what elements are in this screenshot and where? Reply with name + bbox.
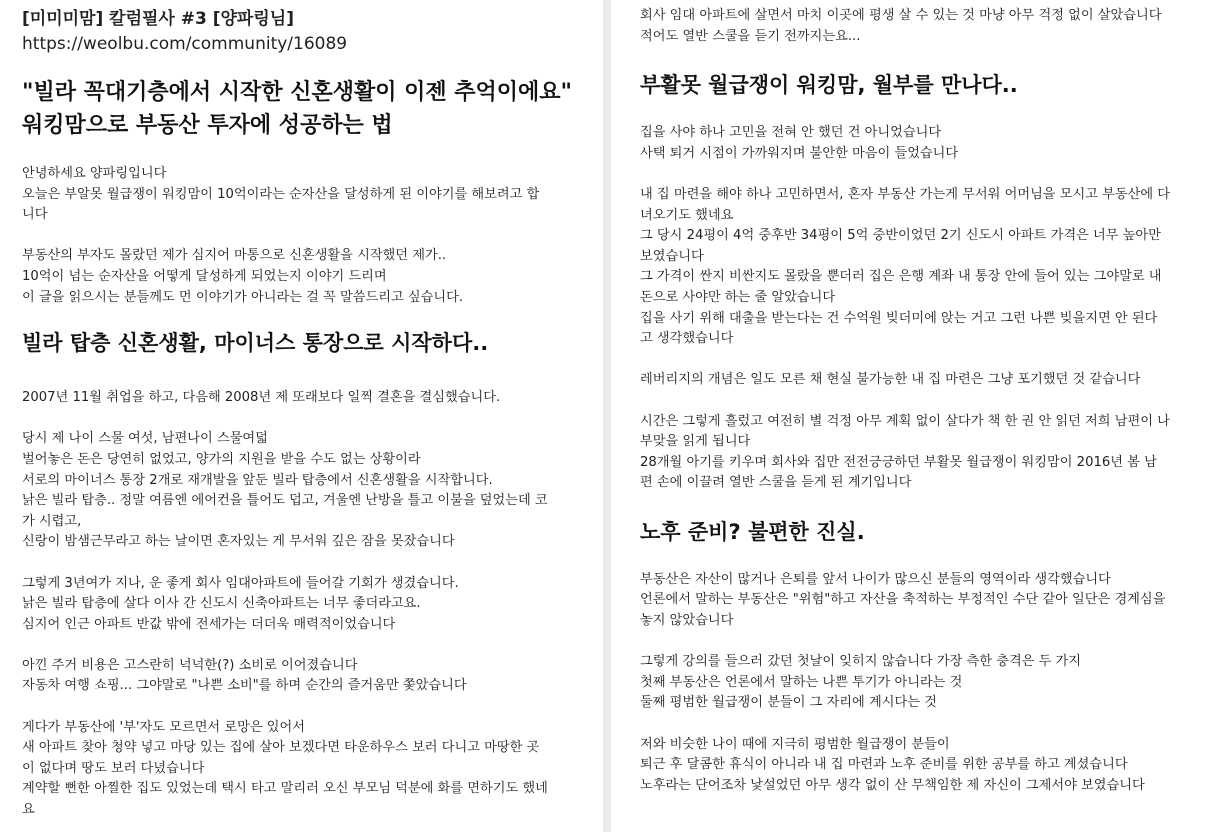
text-line (22, 697, 587, 718)
text-line: 집을 사기 위해 대출을 받는다는 건 수억원 빚더미에 앉는 거고 그런 나쁜 빚을지면 안 된다 (640, 310, 1158, 326)
text-line (22, 409, 587, 430)
post-url[interactable]: https://weolbu.com/community/16089 (22, 34, 348, 54)
text-line: 언론에서 말하는 부동산은 "위험"하고 자산을 축적하는 부정적인 수단 같아 일단은 경계심을 (640, 592, 1166, 608)
text-line: 보였습니다 (640, 248, 704, 264)
text-line: 돈으로 사야만 하는 줄 알았습니다 (640, 289, 836, 305)
section-title-weolbu: 부활못 월급쟁이 워킹맘, 월부를 만나다.. (640, 73, 1018, 98)
text-line: 니다 (22, 207, 48, 223)
text-line (640, 714, 1202, 735)
text-line: 그렇게 3년여가 지나, 운 좋게 회사 임대아파트에 들어갈 기회가 생겼습니다. (22, 575, 459, 591)
section-body-weolbu (640, 123, 1202, 494)
section-body-retirement (640, 570, 1202, 797)
text-line (22, 553, 587, 574)
text-line: 28개월 아기를 키우며 회사와 집만 전전긍긍하던 부활못 월급쟁이 워킹맘이 2016년 봄 남 (640, 454, 1157, 470)
post-header-title: [미미미맘] 칼럼필사 #3 [양파링님] (22, 9, 294, 29)
text-line: 사택 퇴거 시점이 가까워지며 불안한 마음이 들었습니다 (640, 145, 959, 161)
text-line: 부맞을 읽게 됩니다 (640, 434, 751, 450)
text-line: 낡은 빌라 탑층에 살다 이사 간 신도시 신축아파트는 너무 좋더라고요. (22, 596, 421, 612)
text-line: 2007년 11월 취업을 하고, 다음해 2008년 제 또래보다 일찍 결혼을 결심했습니다. (22, 390, 501, 406)
text-line: 노후라는 단어조차 낯설었던 아무 생각 없이 산 무책임한 제 자신이 그제서야 보였습니다 (640, 777, 1145, 793)
article-title-line: "빌라 꼭대기층에서 시작한 신혼생활이 이젠 추억이에요" (22, 80, 573, 105)
text-line: 서로의 마이너스 통장 2개로 재개발을 앞둔 빌라 탑층에서 신혼생활을 시작합니다. (22, 472, 493, 488)
text-line: 계약할 뻔한 아찔한 집도 있었는데 택시 타고 말리러 오신 부모님 덕분에 화를 면하기도 했네 (22, 781, 548, 797)
text-line: 요 (22, 802, 35, 818)
text-line: 편 손에 이끌려 열반 스쿨을 듣게 된 계기입니다 (640, 475, 912, 491)
text-line: 부동산은 자산이 많거나 은퇴를 앞서 나이가 많으신 분들의 영역이라 생각했습니다 (640, 571, 1111, 587)
text-line: 놓지 않았습니다 (640, 613, 734, 629)
text-line (22, 635, 587, 656)
text-line (640, 632, 1202, 653)
intro-paragraph (22, 164, 587, 308)
text-line (640, 350, 1202, 371)
text-line: 회사 임대 아파트에 살면서 마치 이곳에 평생 살 수 있는 것 마냥 아무 걱정 없이 살았습니다 (640, 8, 1162, 23)
text-line: 저와 비슷한 나이 때에 지극히 평범한 월급쟁이 분들이 (640, 736, 950, 752)
left-page (0, 0, 603, 832)
text-line: 이 없다며 땅도 보러 다녔습니다 (22, 760, 205, 776)
continued-paragraph (640, 6, 1202, 47)
text-line: 아낀 주거 비용은 고스란히 넉넉한(?) 소비로 이어졌습니다 (22, 657, 358, 673)
text-line: 낡은 빌라 탑층.. 정말 여름엔 에어컨을 틀어도 덥고, 겨울엔 난방을 틀고 이불을 덮었는데 코 (22, 493, 548, 509)
text-line (640, 391, 1202, 412)
text-line: 첫째 부동산은 언론에서 말하는 나쁜 투기가 아니라는 것 (640, 674, 963, 690)
text-line: 둘째 평범한 월급쟁이 분들이 그 자리에 계시다는 것 (640, 695, 937, 711)
text-line: 부동산의 부자도 몰랐던 제가 심지어 마통으로 신혼생활을 시작했던 제가.. (22, 248, 447, 264)
text-line: 집을 사야 하나 고민을 전혀 안 했던 건 아니었습니다 (640, 125, 942, 141)
text-line: 이 글을 읽으시는 분들께도 먼 이야기가 아니라는 걸 꼭 말씀드리고 싶습니다. (22, 289, 464, 305)
text-line: 안녕하세요 양파링입니다 (22, 166, 167, 181)
text-line: 게다가 부동산에 '부'자도 모르면서 로망은 있어서 (22, 719, 305, 735)
text-line: 심지어 인근 아파트 반값 밖에 전세가는 더더욱 매력적이었습니다 (22, 616, 396, 632)
text-line: 그 당시 24평이 4억 중후반 34평이 5억 중반이었던 2기 신도시 아파트 가격은 너무 높아만 (640, 228, 1161, 244)
text-line: 퇴근 후 달콤한 휴식이 아니라 내 집 마련과 노후 준비를 위한 공부를 하고 계셨습니다 (640, 757, 1128, 773)
right-page (611, 0, 1214, 832)
article-title (22, 76, 587, 142)
text-line (640, 164, 1202, 185)
text-line: 자동차 여행 쇼핑... 그야말로 "나쁜 소비"를 하며 순간의 즐거움만 쫓았습니다 (22, 678, 467, 694)
text-line: 고 생각했습니다 (640, 331, 734, 347)
text-line (22, 226, 587, 247)
section-body-villa (22, 388, 587, 820)
text-line: 당시 제 나이 스물 여섯, 남편나이 스물여덟 (22, 431, 268, 447)
text-line: 오늘은 부알못 월급쟁이 워킹맘이 10억이라는 순자산을 달성하게 된 이야기를 해보려고 합 (22, 186, 540, 202)
text-line: 레버리지의 개념은 일도 모른 채 현실 불가능한 내 집 마련은 그냥 포기했던 것 같습니다 (640, 372, 1141, 388)
section-title-retirement: 노후 준비? 불편한 진실. (640, 519, 865, 544)
text-line: 적어도 열반 스쿨을 듣기 전까지는요... (640, 28, 861, 44)
text-line: 벌어놓은 돈은 당연히 없었고, 양가의 지원을 받을 수도 없는 상황이라 (22, 451, 421, 467)
text-line: 그렇게 강의를 들으러 갔던 첫날이 잊히지 않습니다 가장 측한 충격은 두 가지 (640, 654, 1082, 670)
text-line: 시간은 그렇게 흘렀고 여전히 별 걱정 아무 계획 없이 살다가 책 한 권 안 읽던 저희 남편이 나 (640, 413, 1170, 429)
article-title-line: 워킹맘으로 부동산 투자에 성공하는 법 (22, 113, 393, 138)
text-line: 10억이 넘는 순자산을 어떻게 달성하게 되었는지 이야기 드리며 (22, 268, 387, 284)
text-line: 녀오기도 했네요 (640, 207, 734, 223)
section-title-villa: 빌라 탑층 신혼생활, 마이너스 통장으로 시작하다.. (22, 331, 489, 356)
text-line: 가 시렵고, (22, 513, 82, 529)
text-line: 새 아파트 찾아 청약 넣고 마당 있는 집에 살아 보겠다면 타운하우스 보러 다니고 마땅한 곳 (22, 740, 540, 756)
text-line: 신랑이 밤샘근무라고 하는 날이면 혼자있는 게 무서워 깊은 잠을 못잤습니다 (22, 534, 455, 550)
text-line: 내 집 마련을 해야 하나 고민하면서, 혼자 부동산 가는게 무서워 어머님을 모시고 부동산에 다 (640, 186, 1171, 202)
text-line: 그 가격이 싼지 비싼지도 몰랐을 뿐더러 집은 은행 계좌 내 통장 안에 들어 있는 그야말로 내 (640, 269, 1162, 285)
